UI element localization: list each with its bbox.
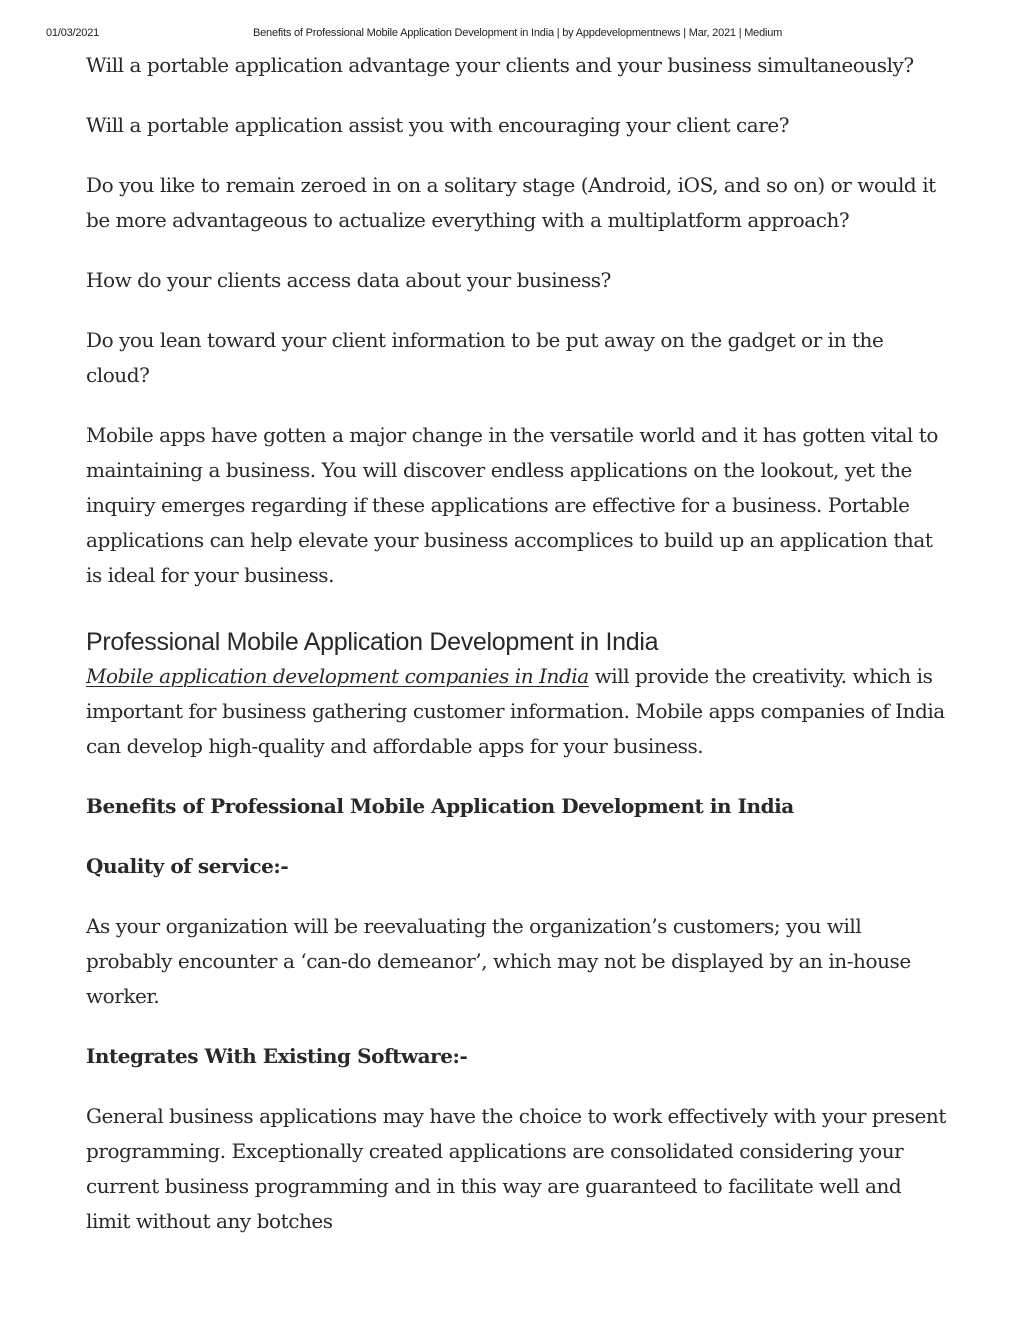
paragraph-question-storage: Do you lean toward your client information to be put away on the gadget or in the cloud? <box>86 328 884 387</box>
subheading-quality: Quality of service:- <box>86 854 289 878</box>
subheading-benefits: Benefits of Professional Mobile Application Development in India <box>86 794 794 818</box>
paragraph-question-advantage: Will a portable application advantage your clients and your business simultaneously? <box>86 53 914 77</box>
print-title: Benefits of Professional Mobile Application Development in India | by Appdevelopmentnews | Mar, 2021 | Medium <box>253 27 783 39</box>
article-body <box>86 48 946 1264</box>
paragraph-integrates: General business applications may have the choice to work effectively with your present programming. Exceptionally created applications are consolidated considering your current business programming and in this way are guaranteed to facilitate well and limit without any botches <box>86 1104 946 1233</box>
print-date: 01/03/2021 <box>46 27 100 39</box>
paragraph-question-data-access: How do your clients access data about your business? <box>86 268 611 292</box>
section-heading: Professional Mobile Application Development in India <box>86 628 659 656</box>
print-header <box>0 27 1024 43</box>
paragraph-companies <box>86 659 946 764</box>
paragraph-question-platform: Do you like to remain zeroed in on a solitary stage (Android, iOS, and so on) or would it be more advantageous to actualize everything with a multiplatform approach? <box>86 173 936 232</box>
subheading-integrates: Integrates With Existing Software:- <box>86 1044 468 1068</box>
paragraph-mobile-apps: Mobile apps have gotten a major change in the versatile world and it has gotten vital to maintaining a business. You will discover endless applications on the lookout, yet the inquiry emerges regarding if these applications are effective for a business. Portable applications can help elevate your business accomplices to build up an application that is ideal for your business. <box>86 423 938 587</box>
paragraph-quality: As your organization will be reevaluating the organization’s customers; you will probably encounter a ‘can-do demeanor’, which may not be displayed by an in-house worker. <box>86 914 911 1008</box>
paragraph-companies-text: will provide the creativity. which is important for business gathering customer information. Mobile apps companies of India can develop high-quality and affordable apps for your business. <box>86 664 945 758</box>
companies-link[interactable]: Mobile application development companies in India <box>86 664 589 688</box>
paragraph-question-client-care: Will a portable application assist you with encouraging your client care? <box>86 113 790 137</box>
